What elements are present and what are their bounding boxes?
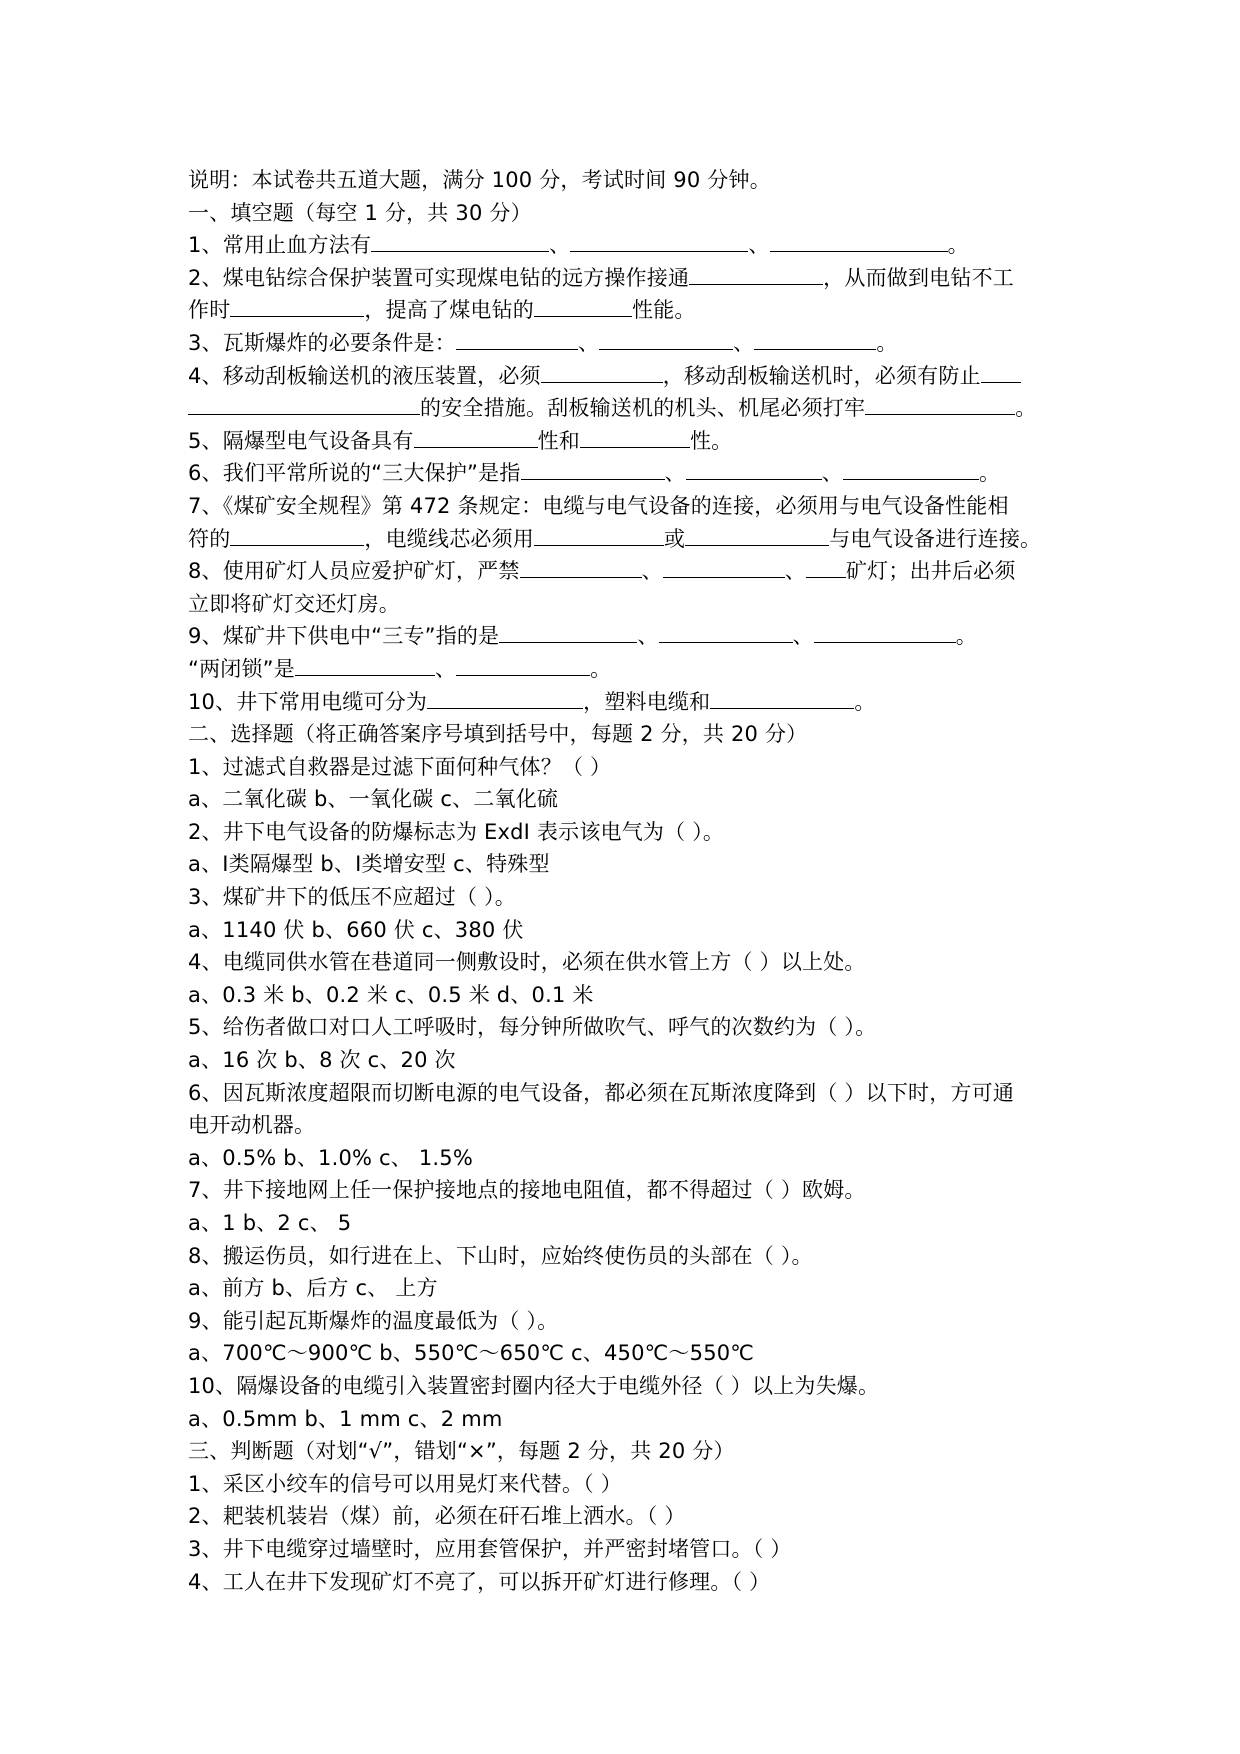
text-segment: 7、井下接地网上任一保护接地点的接地电阻值，都不得超过（ ）欧姆。 — [188, 1178, 866, 1203]
text-segment: 符的 — [188, 526, 231, 551]
text-segment: a、1 b、2 c、 5 — [188, 1211, 352, 1235]
text-line — [188, 1468, 1058, 1501]
text-line — [188, 1500, 1058, 1533]
text-line — [188, 653, 1058, 686]
text-segment: 、 — [748, 233, 770, 258]
text-segment: 、 — [637, 624, 659, 649]
text-segment: 性能。 — [632, 298, 696, 323]
text-line — [188, 1109, 1058, 1142]
text-segment: 。 — [876, 330, 898, 355]
text-segment: 性和 — [537, 428, 580, 453]
text-segment: 。 — [955, 624, 977, 649]
answer-blank — [580, 425, 690, 448]
answer-blank — [710, 686, 854, 709]
text-segment: 2、井下电气设备的防爆标志为 ExdI 表示该电气为（ ）。 — [188, 819, 725, 844]
text-segment: 1、常用止血方法有 — [188, 233, 372, 258]
answer-blank — [414, 425, 538, 448]
text-line — [188, 1207, 1058, 1240]
text-line — [188, 392, 1058, 425]
text-segment: 。 — [947, 233, 969, 258]
text-line — [188, 1240, 1058, 1273]
text-segment: ，从而做到电钻不工 — [823, 265, 1014, 290]
text-segment: 2、耙装机装岩（煤）前，必须在矸石堆上洒水。（ ） — [188, 1504, 686, 1529]
text-segment: a、前方 b、后方 c、 上方 — [188, 1276, 438, 1301]
text-line — [188, 229, 1058, 262]
text-segment: 电开动机器。 — [188, 1113, 316, 1138]
text-line — [188, 1533, 1058, 1566]
text-segment: 二、选择题（将正确答案序号填到括号中，每题 2 分，共 20 分） — [188, 722, 808, 747]
text-segment: ，提高了煤电钻的 — [364, 298, 535, 323]
text-line — [188, 457, 1058, 490]
text-segment: “两闭锁”是 — [188, 656, 295, 681]
text-segment: 。 — [854, 689, 876, 714]
text-segment: 、 — [549, 233, 571, 258]
text-line — [188, 620, 1058, 653]
text-segment: ，塑料电缆和 — [583, 689, 711, 714]
text-segment: 一、填空题（每空 1 分，共 30 分） — [188, 200, 532, 225]
text-line — [188, 1566, 1058, 1599]
text-line — [188, 1044, 1058, 1077]
text-line — [188, 1077, 1058, 1110]
text-segment: 的安全措施。刮板输送机的机头、机尾必须打牢 — [420, 396, 866, 421]
text-line — [188, 164, 1058, 197]
text-line — [188, 360, 1058, 393]
text-segment: 说明：本试卷共五道大题，满分 100 分，考试时间 90 分钟。 — [188, 168, 771, 192]
text-line — [188, 1403, 1058, 1436]
text-line — [188, 294, 1058, 327]
text-line — [188, 1337, 1058, 1370]
answer-blank — [230, 294, 364, 317]
text-line — [188, 1174, 1058, 1207]
answer-blank — [663, 555, 785, 578]
text-segment: 3、井下电缆穿过墙壁时，应用套管保护，并严密封堵管口。（ ） — [188, 1536, 792, 1561]
answer-blank — [689, 262, 823, 285]
text-segment: 、 — [792, 624, 814, 649]
answer-blank — [754, 327, 876, 350]
text-line — [188, 555, 1058, 588]
answer-blank — [814, 620, 956, 643]
text-line — [188, 425, 1058, 458]
text-line — [188, 718, 1058, 751]
text-segment: a、0.3 米 b、0.2 米 c、0.5 米 d、0.1 米 — [188, 982, 594, 1007]
text-line — [188, 588, 1058, 621]
answer-blank — [295, 653, 435, 676]
text-segment: 2、煤电钻综合保护装置可实现煤电钻的远方操作接通 — [188, 265, 690, 290]
text-segment: 立即将矿灯交还灯房。 — [188, 591, 400, 616]
answer-blank — [770, 229, 948, 252]
text-segment: 3、瓦斯爆炸的必要条件是： — [188, 330, 456, 355]
text-line — [188, 262, 1058, 295]
text-line — [188, 979, 1058, 1012]
text-segment: 。 — [1015, 396, 1037, 421]
text-segment: 作时 — [188, 298, 231, 323]
answer-blank — [843, 457, 979, 480]
text-line — [188, 197, 1058, 230]
text-segment: 9、煤矿井下供电中“三专”指的是 — [188, 624, 500, 649]
text-segment: 6、我们平常所说的“三大保护”是指 — [188, 461, 521, 486]
answer-blank — [686, 457, 822, 480]
text-segment: 4、电缆同供水管在巷道同一侧敷设时，必须在供水管上方（ ）以上处。 — [188, 950, 866, 975]
text-line — [188, 946, 1058, 979]
text-segment: a、二氧化碳 b、一氧化碳 c、二氧化硫 — [188, 787, 559, 812]
text-segment: 三、判断题（对划“√”，错划“×”，每题 2 分，共 20 分） — [188, 1439, 735, 1464]
text-segment: a、Ⅰ类隔爆型 b、Ⅰ类增安型 c、特殊型 — [188, 852, 550, 877]
text-line — [188, 881, 1058, 914]
text-segment: 、 — [821, 461, 843, 486]
answer-blank — [456, 653, 590, 676]
text-segment: a、700℃～900℃ b、550℃～650℃ c、450℃～550℃ — [188, 1341, 755, 1366]
text-line — [188, 751, 1058, 784]
answer-blank — [541, 360, 663, 383]
text-segment: 、 — [784, 559, 806, 584]
text-line — [188, 783, 1058, 816]
text-line — [188, 914, 1058, 947]
answer-blank — [534, 294, 632, 317]
text-segment: 、 — [434, 656, 457, 681]
text-segment: 4、工人在井下发现矿灯不亮了，可以拆开矿灯进行修理。（ ） — [188, 1569, 771, 1594]
text-segment: 10、隔爆设备的电缆引入装置密封圈内径大于电缆外径（ ）以上为失爆。 — [188, 1373, 880, 1398]
text-segment: 7、《煤矿安全规程》第 472 条规定：电缆与电气设备的连接，必须用与电气设备性能相 — [188, 493, 1009, 518]
answer-blank — [499, 620, 637, 643]
text-segment: 、 — [641, 559, 663, 584]
text-segment: 3、煤矿井下的低压不应超过（ ）。 — [188, 885, 516, 910]
text-segment: 4、移动刮板输送机的液压装置，必须 — [188, 363, 541, 388]
exam-document — [188, 164, 1058, 1598]
text-line — [188, 1370, 1058, 1403]
answer-blank — [534, 523, 664, 546]
text-segment: a、0.5mm b、1 mm c、2 mm — [188, 1406, 503, 1431]
answer-blank — [599, 327, 733, 350]
answer-blank — [685, 523, 829, 546]
text-line — [188, 1305, 1058, 1338]
answer-blank — [521, 457, 665, 480]
text-segment: 矿灯；出井后必须 — [845, 559, 1016, 584]
text-segment: 5、给伤者做口对口人工呼吸时，每分钟所做吹气、呼气的次数约为（ ）。 — [188, 1015, 877, 1040]
answer-blank — [371, 229, 549, 252]
answer-blank — [806, 555, 846, 578]
text-line — [188, 848, 1058, 881]
answer-blank — [570, 229, 748, 252]
text-segment: ，移动刮板输送机时，必须有防止 — [662, 363, 981, 388]
text-segment: 10、井下常用电缆可分为 — [188, 689, 428, 714]
answer-blank — [427, 686, 583, 709]
text-line — [188, 523, 1058, 556]
text-segment: 9、能引起瓦斯爆炸的温度最低为（ ）。 — [188, 1308, 559, 1333]
text-segment: 1、过滤式自救器是过滤下面何种气体？（ ） — [188, 754, 612, 779]
text-segment: ，电缆线芯必须用 — [364, 526, 535, 551]
text-segment: 、 — [577, 330, 600, 355]
text-line — [188, 1011, 1058, 1044]
text-line — [188, 1272, 1058, 1305]
text-segment: 6、因瓦斯浓度超限而切断电源的电气设备，都必须在瓦斯浓度降到（ ）以下时，方可通 — [188, 1080, 1015, 1105]
text-segment: 8、使用矿灯人员应爱护矿灯，严禁 — [188, 559, 520, 584]
answer-blank — [456, 327, 578, 350]
answer-blank — [188, 392, 420, 415]
text-segment: 1、采区小绞车的信号可以用晃灯来代替。（ ） — [188, 1471, 622, 1496]
text-segment: 或 — [664, 526, 686, 551]
text-segment: a、1140 伏 b、660 伏 c、380 伏 — [188, 917, 524, 942]
answer-blank — [981, 360, 1021, 383]
text-segment: 8、搬运伤员，如行进在上、下山时，应始终使伤员的头部在（ ）。 — [188, 1243, 813, 1268]
answer-blank — [659, 620, 793, 643]
answer-blank — [865, 392, 1015, 415]
text-segment: 5、隔爆型电气设备具有 — [188, 428, 414, 453]
text-segment: 。 — [978, 461, 1001, 486]
text-line — [188, 686, 1058, 719]
text-line — [188, 816, 1058, 849]
text-segment: a、0.5% b、1.0% c、 1.5% — [188, 1145, 474, 1170]
answer-blank — [520, 555, 642, 578]
answer-blank — [230, 523, 364, 546]
text-line — [188, 1435, 1058, 1468]
text-line — [188, 327, 1058, 360]
text-segment: 、 — [664, 461, 686, 486]
text-segment: 、 — [733, 330, 755, 355]
text-line — [188, 490, 1058, 523]
text-line — [188, 1142, 1058, 1175]
text-segment: 与电气设备进行连接。 — [829, 526, 1042, 551]
text-segment: 。 — [590, 656, 612, 681]
text-segment: a、16 次 b、8 次 c、20 次 — [188, 1048, 456, 1073]
text-segment: 性。 — [689, 428, 733, 453]
